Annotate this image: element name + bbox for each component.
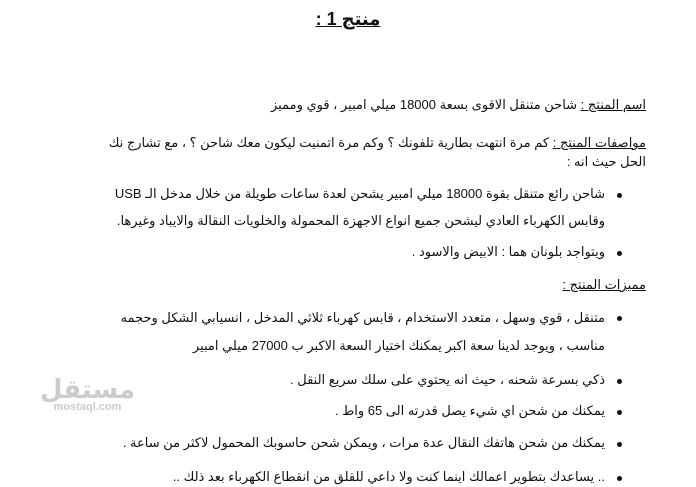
spec-bullet-1-line-2: وقابس الكهرباء العادي ليشحن جميع انواع الاجهزة المحمولة والخلويات النقالة والايباد وغيرها. [116,213,605,228]
specs-line [109,135,646,151]
bullet-icon [617,379,622,384]
feature-4: يمكنك من شحن هاتفك النقال عدة مرات ، ويمكن شحن حاسوبك المحمول لاكثر من ساعة . [122,435,605,450]
product-name-value: شاحن متنقل الاقوى بسعة 18000 ميلي امبير ، قوي ومميز [271,97,581,112]
feature-3: يمكنك من شحن اي شيء يصل قدرته الى 65 واط . [334,403,605,418]
bullet-icon [617,251,622,256]
spec-bullet-2: ويتواجد بلونان هما : الابيض والاسود . [411,244,605,259]
specs-text: كم مرة انتهت بطارية تلفونك ؟ وكم مرة اتمنيت ليكون معك شاحن ؟ ، مع تشارج نك [108,135,553,150]
feature-2: ذكي بسرعة شحنه ، حيث انه يحتوي على سلك سريع النقل . [290,372,605,387]
specs-line-2: الحل حيث انه : [566,154,646,169]
feature-1-line-2: مناسب ، ويوجد لدينا سعة اكبر يمكنك اختيار السعة الاكبر ب 27000 ميلي امبير [192,338,605,353]
watermark-arabic: مستقل [40,374,136,404]
page-title: منتج 1 : [315,9,381,29]
bullet-icon [617,193,622,198]
feature-5: .. يساعدك بتطوير اعمالك اينما كنت ولا داعي للقلق من انقطاع الكهرباء بعد ذلك .. [172,469,605,484]
specs-label: مواصفات المنتج : [552,135,646,150]
watermark-logo [40,376,135,413]
product-name-line [271,97,646,113]
features-label: مميزات المنتج : [562,277,646,292]
product-name-label: اسم المنتج : [580,97,646,112]
bullet-icon [617,442,622,447]
spec-bullet-1-line-1: شاحن رائع متنقل بقوة 18000 ميلي امبير يشحن لعدة ساعات طويلة من خلال مدخل الـ USB [114,186,605,201]
bullet-icon [617,410,622,415]
watermark-latin: mostaql.com [53,401,122,413]
bullet-icon [617,316,622,321]
bullet-icon [617,476,622,481]
feature-1-line-1: متنقل ، قوي وسهل ، متعدد الاستخدام ، قابس كهرباء ثلاثي المدخل ، انسيابي الشكل وحجمه [120,310,605,325]
